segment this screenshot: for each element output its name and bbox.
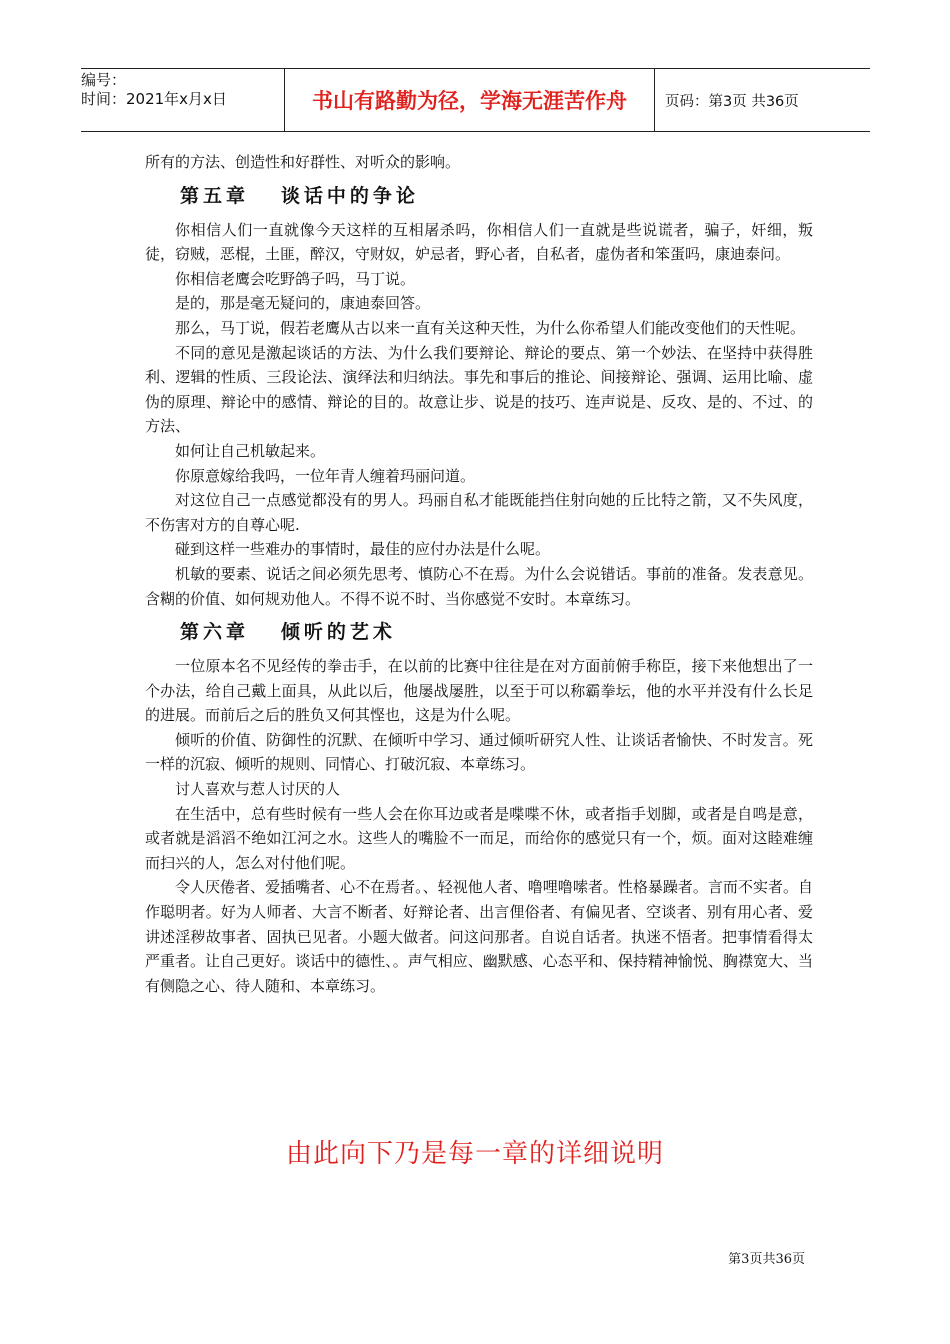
paragraph: 一位原本名不见经传的拳击手，在以前的比赛中往往是在对方面前俯手称臣，接下来他想出了一个办法，给自己戴上面具，从此以后，他屡战屡胜，以至于可以称霸拳坛，他的水平并没有什么长足的进展。而前后之后的胜负又何其悭也，这是为什么呢。 [145,657,813,725]
paragraph: 那么，马丁说，假若老鹰从古以来一直有关这种天性，为什么你希望人们能改变他们的天性呢。 [175,318,806,337]
paragraph: 你原意嫁给我吗，一位年青人缠着玛丽问道。 [175,466,476,485]
chapter-5-title: 第五章 谈话中的争论 [180,184,419,207]
paragraph: 你相信人们一直就像今天这样的互相屠杀吗，你相信人们一直就是些说谎者，骗子，奸细，叛徒，窃贼，恶棍，土匪，醉汉，守财奴，妒忌者，野心者，自私者，虚伪者和笨蛋吗，康迪泰问。 [145,220,813,264]
paragraph: 倾听的价值、防御性的沉默、在倾听中学习、通过倾听研究人性、让谈话者愉快、不时发言。死一样的沉寂、倾听的规则、同情心、打破沉寂、本章练习。 [145,730,813,774]
paragraph: 对这位自己一点感觉都没有的男人。玛丽自私才能既能挡住射向她的丘比特之箭，又不失风度，不伤害对方的自尊心呢. [145,491,813,534]
time-label: 时间：2021年x月x日 [81,90,227,108]
paragraph: 机敏的要素、说话之间必须先思考、慎防心不在焉。为什么会说错话。事前的准备。发表意见。含糊的价值、如何规劝他人。不得不说不时、当你感觉不安时。本章练习。 [145,564,813,608]
detail-note: 由此向下乃是每一章的详细说明 [285,1139,664,1169]
paragraph: 是的，那是毫无疑问的，康迪泰回答。 [175,294,431,313]
intro-paragraph: 所有的方法、创造性和好群性、对听众的影响。 [145,153,461,171]
page-header [81,68,870,132]
document-body [145,150,813,998]
header-page-number: 页码：第3页 共36页 [665,93,799,110]
paragraph: 讨人喜欢与惹人讨厌的人 [175,780,341,799]
paragraph: 碰到这样一些难办的事情时，最佳的应付办法是什么呢。 [175,540,551,559]
paragraph: 不同的意见是激起谈话的方法、为什么我们要辩论、辩论的要点、第一个妙法、在坚持中获得胜利、逻辑的性质、三段论法、演绎法和归纳法。事先和事后的推论、间接辩论、强调、运用比喻、虚伪的原理、辩论中的感情、辩论的目的。故意让步、说是的技巧、连声说是、反攻、是的、不过、的方法、 [145,343,813,436]
footer-page-number: 第3页共36页 [728,1252,805,1267]
paragraph: 如何让自己机敏起来。 [175,441,326,460]
chapter-6-title: 第六章 倾听的艺术 [180,621,396,644]
header-motto: 书山有路勤为径，学海无涯苦作舟 [284,69,655,131]
paragraph: 你相信老鹰会吃野鸽子吗，马丁说。 [175,269,416,288]
serial-label: 编号： [81,71,127,89]
paragraph: 令人厌倦者、爱插嘴者、心不在焉者。、轻视他人者、噜哩噜嗦者。性格暴躁者。言而不实者。自作聪明者。好为人师者、大言不断者、好辩论者、出言俚俗者、有偏见者、空谈者、别有用心者、爱讲述淫秽故事者、固执已见者。小题大做者。问这问那者。自说自话者。执迷不悟者。把事情看得太严重者。让自己更好。谈话中的德性、。声气相应、幽默感、心态平和、保持精神愉悦、胸襟宽大、当有侧隐之心、待人随和、本章练习。 [145,878,813,995]
paragraph: 在生活中，总有些时候有一些人会在你耳边或者是喋喋不休，或者指手划脚，或者是自鸣是意，或者就是滔滔不绝如江河之水。这些人的嘴脸不一而足，而给你的感觉只有一个，烦。面对这睦难缠而扫兴的人，怎么对付他们呢。 [145,804,813,872]
header-meta [81,69,284,131]
